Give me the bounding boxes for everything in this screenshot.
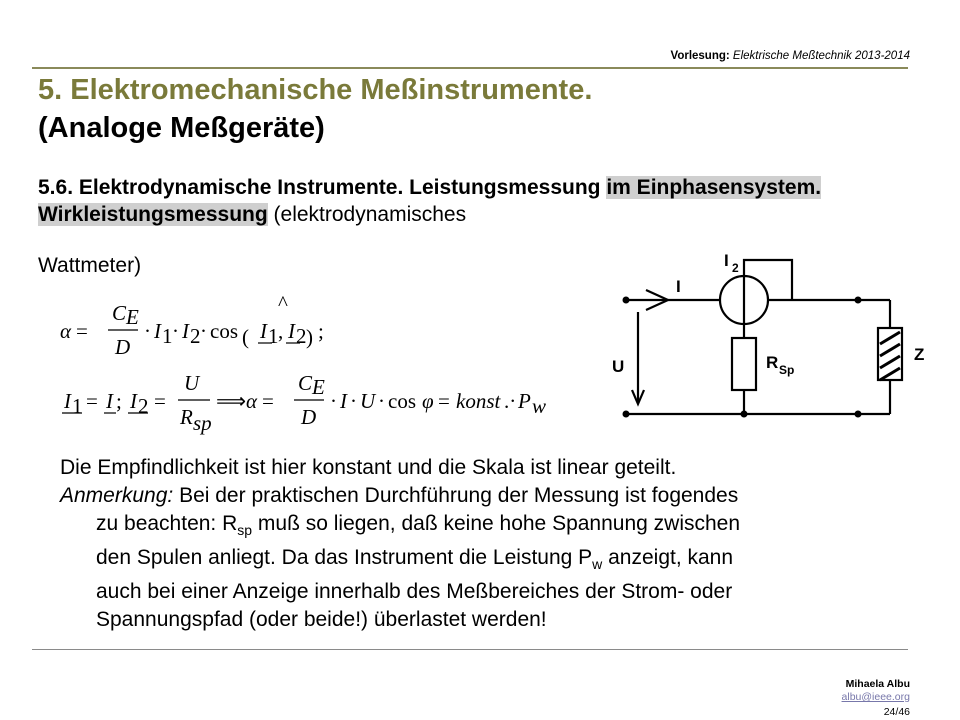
svg-text:1: 1 [268,324,279,348]
body-text [60,454,935,634]
svg-text:·: · [350,389,357,413]
svg-text:=: = [76,319,88,343]
note-sub-w: w [592,556,603,573]
svg-text:=: = [86,389,98,413]
svg-text:konst: konst [456,389,501,413]
svg-text:1: 1 [72,394,83,418]
note-label: Anmerkung: [60,484,174,507]
slide-subtitle: (Analoge Meßgeräte) [38,112,325,144]
svg-text:;: ; [116,389,122,413]
note-text-2: zu beachten: R [96,512,238,535]
author-email-link[interactable]: albu@ieee.org [841,691,910,703]
svg-text:=: = [262,389,274,413]
formula-block [60,290,580,440]
svg-text:D: D [115,335,131,359]
svg-text:φ: φ [422,389,434,413]
svg-text:·: · [200,319,207,343]
section-heading-line2: Wattmeter) [38,254,142,277]
svg-text:=: = [154,389,166,413]
svg-text:I: I [340,389,347,413]
note-text-5: anzeigt, kann [602,546,734,570]
label-current-i2-sub: 2 [732,261,739,275]
svg-text:^: ^ [278,291,288,315]
note-line-2 [60,510,935,544]
svg-text:I: I [182,319,189,343]
svg-text:U: U [360,389,376,413]
note-sub-sp: sp [237,522,253,539]
lecture-name: Elektrische Meßtechnik 2013-2014 [732,50,910,62]
svg-text:2: 2 [138,394,149,418]
svg-text:): ) [306,325,313,349]
note-text-1: Bei der praktischen Durchführung der Messung ist fogendes [173,484,739,507]
svg-text:,: , [278,319,284,343]
author-name: Mihaela Albu [845,678,910,690]
svg-text:I: I [64,389,71,413]
svg-text:I: I [288,319,295,343]
svg-text:w: w [532,394,547,418]
svg-text:sp: sp [193,411,212,435]
svg-text:R: R [180,405,193,429]
note-line-5: Spannungspfad (oder beide!) überlastet werden! [96,608,547,632]
note-line-4: auch bei einer Anzeige innerhalb des Meßbereiches der Strom- oder [96,580,733,604]
svg-text:U: U [184,371,200,395]
svg-text:1: 1 [162,324,173,348]
note-paragraph [60,482,935,510]
svg-text:·: · [378,389,385,413]
section-heading-part2: im Einphasensystem. [606,176,822,199]
note-line-3 [60,544,935,578]
section-heading-part3: Wirkleistungsmessung [38,203,268,226]
label-rsp-sub: Sp [779,363,795,377]
label-rsp: R [766,353,779,372]
sensitivity-sentence: Die Empfindlichkeit ist hier konstant und die Skala ist linear geteilt. [60,456,677,479]
note-text-4: den Spulen anliegt. Da das Instrument die Leistung P [96,546,593,570]
svg-text:I: I [106,389,113,413]
lecture-label: Vorlesung: [670,50,730,62]
footer-divider [32,649,908,650]
svg-text:2: 2 [190,324,201,348]
svg-text:I: I [260,319,267,343]
wattmeter-circuit-diagram [596,246,936,436]
svg-text:α: α [246,389,258,413]
svg-text:(: ( [242,325,249,349]
svg-text:=: = [438,389,450,413]
svg-text:E: E [126,305,139,329]
formula-power [62,371,546,435]
svg-text:P: P [518,389,531,413]
section-heading-part4: (elektrodynamisches [267,203,467,226]
svg-text:·: · [144,319,151,343]
slide-title: 5. Elektromechanische Meßinstrumente. [38,74,593,106]
svg-text:C: C [112,301,127,325]
svg-text:⟹: ⟹ [216,389,247,413]
label-current-i: I [676,277,681,296]
section-heading-part1: 5.6. Elektrodynamische Instrumente. Leistungsmessung [38,176,607,199]
svg-text:·: · [330,389,337,413]
section-heading [38,174,858,228]
svg-text:·: · [172,319,179,343]
note-text-3: muß so liegen, daß keine hohe Spannung zwischen [252,512,741,535]
label-current-i2: I [724,251,729,270]
page-number: 24/46 [883,706,910,718]
svg-text:cos: cos [388,389,416,413]
svg-text:I: I [154,319,161,343]
z-hatching [880,332,900,380]
svg-text:;: ; [318,319,324,343]
formula-alpha [60,291,324,359]
svg-text:D: D [301,405,317,429]
svg-text:α: α [60,319,72,343]
label-voltage-u: U [612,357,625,376]
svg-text:cos: cos [210,319,238,343]
svg-text:.·: .· [504,389,517,413]
header-divider [32,67,908,69]
svg-text:E: E [312,375,325,399]
svg-text:C: C [298,371,313,395]
label-load-z: Z [914,345,925,364]
svg-text:2: 2 [296,324,307,348]
lecture-header [671,50,911,62]
svg-text:I: I [130,389,137,413]
